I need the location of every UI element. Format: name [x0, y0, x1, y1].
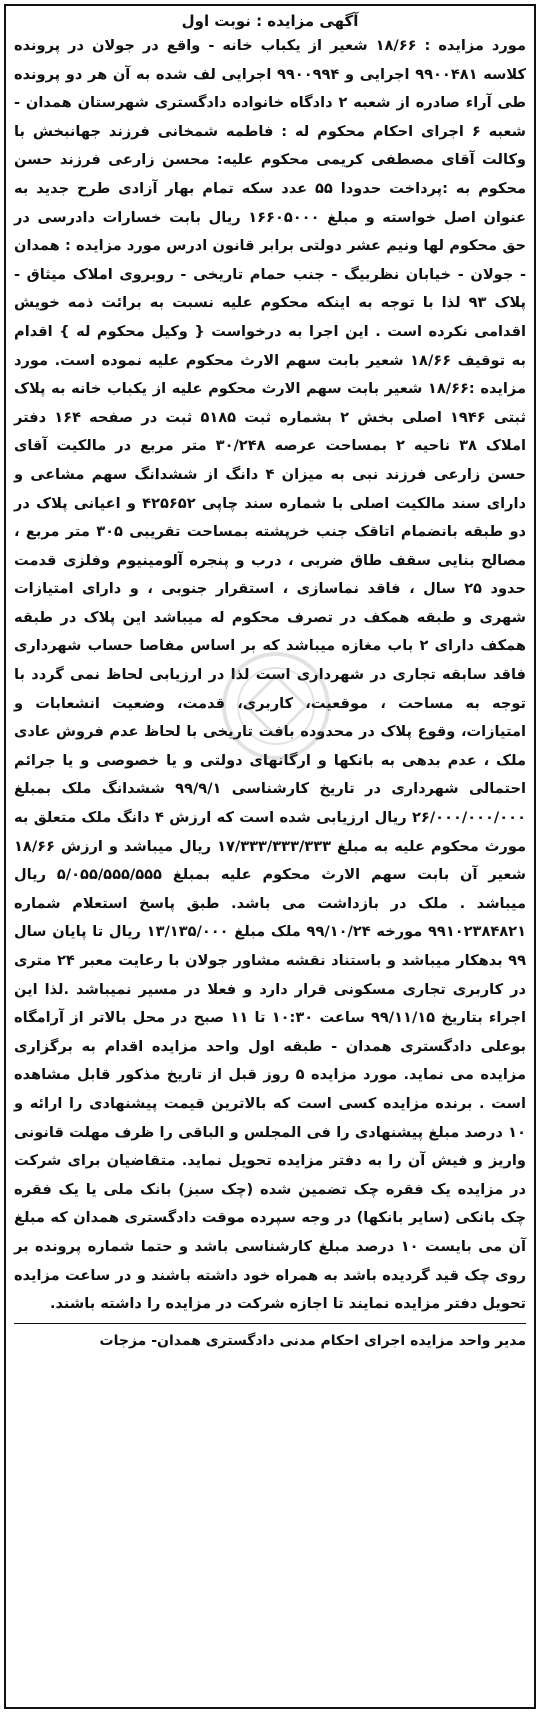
- notice-signature: مدیر واحد مزایده اجرای احکام مدنی دادگستری همدان- مزجات: [99, 1332, 526, 1349]
- auction-notice: [4, 4, 536, 1709]
- notice-title: آگهی مزایده : نوبت اول: [181, 12, 359, 30]
- notice-body: مورد مزایده : ۱۸/۶۶ شعیر از یکباب خانه - واقع در جولان در پرونده کلاسه ۹۹۰۰۴۸۱ اجرایی و ۹۹۰۰۹۹۴ اجرایی لف شده به آن هر دو پرونده طی آراء صادره از شعبه ۲ دادگاه خانواده دادگستری شهرستان همدان - شعبه ۶ اجرای احکام محکوم له : فاطمه شمخانی فرزند جهانبخش با وکالت آقای مصطفی کریمی محکوم علیه: محسن زارعی فرزند حسن محکوم به :پرداخت حدودا ۵۵ عدد سکه تمام بهار آزادی طرح جدید به عنوان اصل خواسته و مبلغ ۱۶۶۰۵۰۰۰ ریال بابت خسارات دادرسی در حق محکوم لها ونیم عشر دولتی برابر قانون ادرس مورد مزایده : همدان - جولان - خیابان نظربیگ - جنب حمام تاریخی - روبروی املاک میثاق - پلاک ۹۳ لذا با توجه به اینکه محکوم علیه نسبت به برائت ذمه خویش اقدامی نکرده است . این اجرا به درخواست { وکیل محکوم له } اقدام به توقیف ۱۸/۶۶ شعیر بابت سهم الارث محکوم علیه نموده است. مورد مزایده :۱۸/۶۶ شعیر بابت سهم الارث محکوم علیه از یکباب خانه به پلاک ثبتی ۱۹۴۶ اصلی بخش ۲ بشماره ثبت ۵۱۸۵ ثبت در صفحه ۱۶۴ دفتر املاک ۳۸ ناحیه ۲ بمساحت عرصه ۳۰/۲۴۸ متر مربع در مالکیت آقای حسن زارعی فرزند نبی به میزان ۴ دانگ از ششدانگ سهم مشاعی و دارای سند مالکیت اصلی با شماره سند چاپی ۴۲۵۶۵۲ و اعیانی پلاک در دو طبقه بانضمام اتاقک جنب خرپشته بمساحت تقریبی ۳۰۵ متر مربع ، مصالح بنایی سقف طاق ضربی ، درب و پنجره آلومینیوم وفلزی قدمت حدود ۲۵ سال ، فاقد نماسازی ، استقرار جنوبی ، و دارای امتیازات شهری و طبقه همکف در تصرف محکوم له میباشد این پلاک در طبقه همکف دارای ۲ باب مغازه میباشد که بر اساس مفاصا حساب شهرداری فاقد سابقه تجاری در شهرداری است لذا در ارزیابی لحاظ نمی گردد با توجه به مساحت ، موقعیت، کاربری، قدمت، وضعیت انشعابات و امتیازات، وقوع پلاک در محدوده بافت تاریخی با لحاظ عدم فروش عادی ملک ، عدم بدهی به بانکها و ارگانهای دولتی و یا خصوصی و یا جرائم احتمالی شهرداری در تاریخ کارشناسی ۹۹/۹/۱ ششدانگ ملک بمبلغ ۲۶/۰۰۰/۰۰۰/۰۰۰ ریال ارزیابی شده است که ارزش ۴ دانگ ملک متعلق به مورث محکوم علیه به مبلغ ۱۷/۳۳۳/۳۳۳/۳۳۳ ریال میباشد و ارزش ۱۸/۶۶ شعیر آن بابت سهم الارث محکوم علیه بمبلغ ۵/۰۵۵/۵۵۵/۵۵۵ ریال میباشد . ملک در بازداشت می باشد. طبق پاسخ استعلام شماره ۹۹۱۰۲۳۸۴۸۲۱ مورخه ۹۹/۱۰/۲۴ ملک مبلغ ۱۳/۱۳۵/۰۰۰ ریال تا پایان سال ۹۹ بدهکار میباشد و باستناد نقشه مشاور جولان با رعایت معبر ۲۴ متری در کاربری تجاری مسکونی قرار دارد و فعلا در مسیر نمیباشد .لذا این اجراء بتاریخ ۹۹/۱۱/۱۵ ساعت ۱۰:۳۰ تا ۱۱ صبح در محل بالاتر از آرامگاه بوعلی دادگستری همدان - طبقه اول واحد مزایده اقدام به برگزاری مزایده می نماید. مورد مزایده ۵ روز قبل از تاریخ مذکور قابل مشاهده است . برنده مزایده کسی است که بالاترین قیمت پیشنهادی را ارائه و ۱۰ درصد مبلغ پیشنهادی را فی المجلس و الباقی را ظرف مهلت قانونی واریز و فیش آن را به دفتر مزایده تحویل نماید. متقاضیان برای شرکت در مزایده یک فقره چک تضمین شده (چک سبز) بانک ملی یا یک فقره چک بانکی (سایر بانکها) در وجه سپرده موقت دادگستری همدان که مبلغ آن می بایست ۱۰ درصد مبلغ کارشناسی باشد و حتما شماره پرونده بر روی چک قید گردیده باشد به همراه خود داشته باشند و در ساعت مزایده تحویل دفتر مزایده نمایند تا اجازه شرکت در مزایده را داشته باشند.: [14, 37, 527, 1313]
